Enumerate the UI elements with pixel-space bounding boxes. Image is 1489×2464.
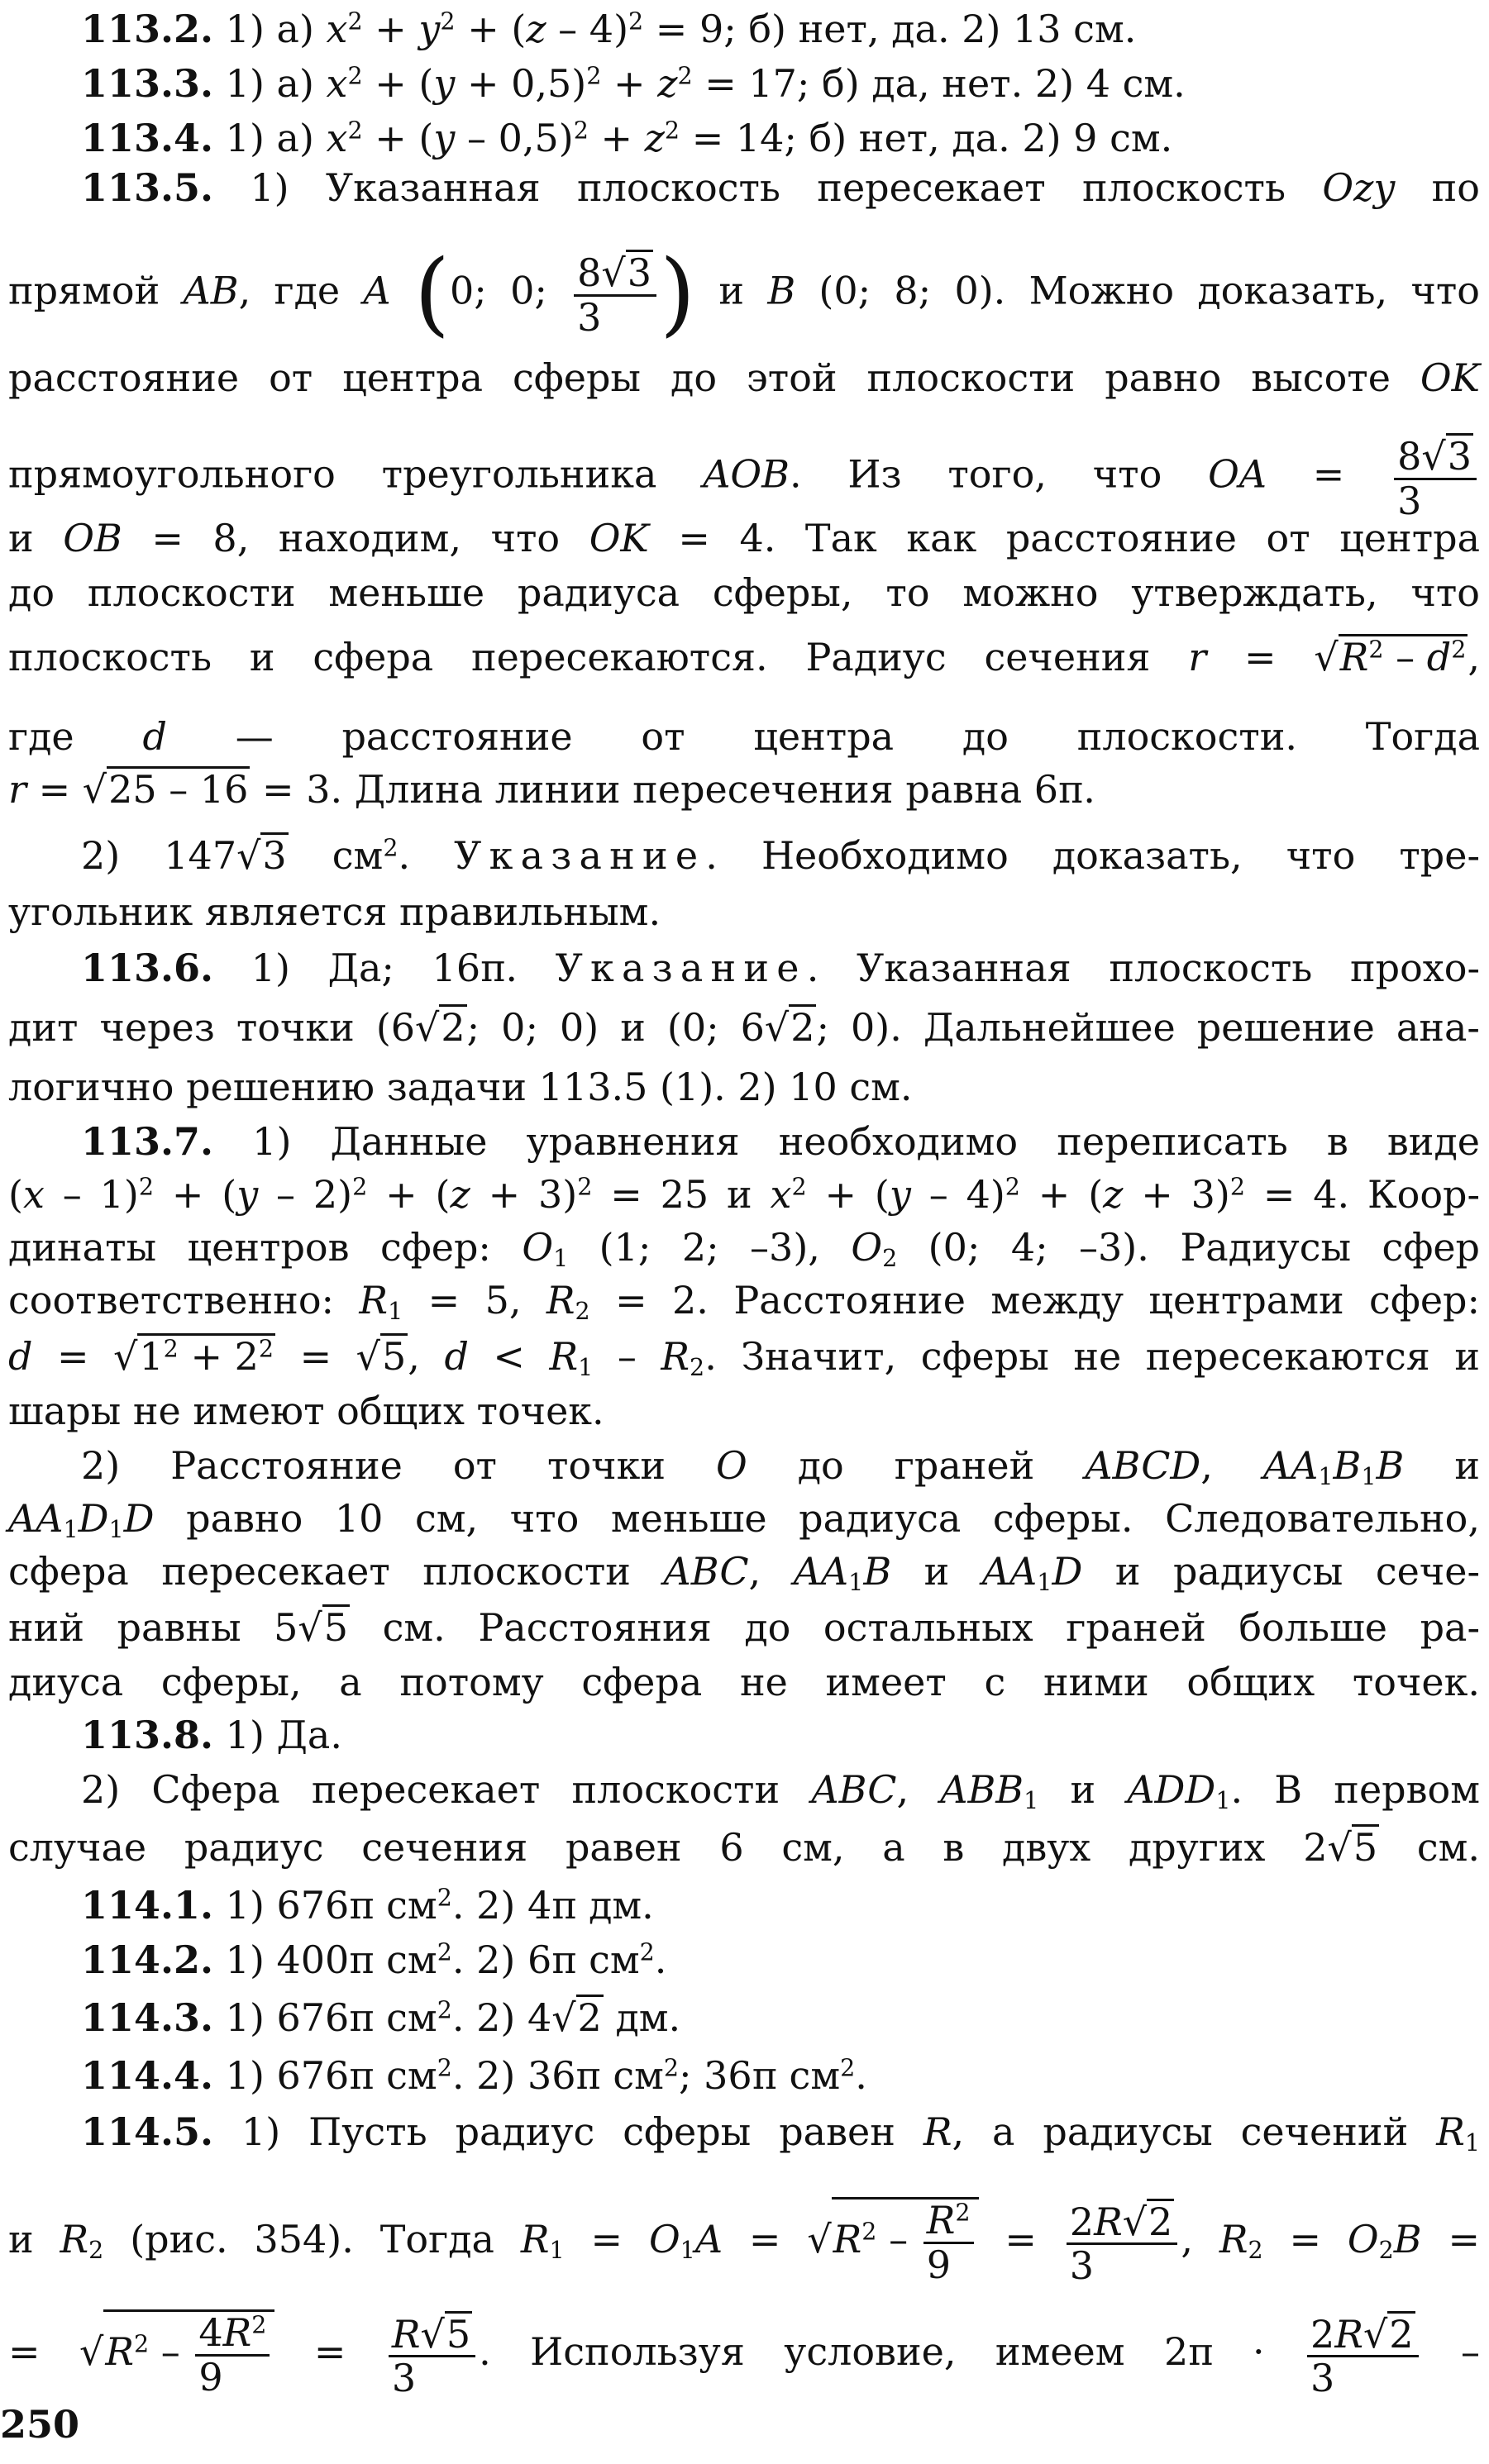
entry-number: 114.5. (81, 2109, 214, 2154)
entry-number: 113.2. (81, 7, 214, 51)
entry-number: 113.8. (81, 1713, 214, 1757)
entry-113-7-line-1: 113.7. 1) Данные уравнения необходимо переписать в виде (81, 1119, 1480, 1164)
entry-113-7-line-2: $(x - 1)^2 + (y - 2)^2 + (z + 3)^2 = 25$ и $x^2 + (y - 4)^2 + (z + 3)^2 = 4$. Коор- (8, 1172, 1481, 1217)
entry-number: 114.2. (81, 1937, 214, 1982)
entry-113-5-line-6: до плоскости меньше радиуса сферы, то можно утверждать, что (8, 570, 1480, 615)
entry-113-7-line-10: ний равны 5√5 см. Расстояния до остальных граней больше ра- (8, 1605, 1480, 1650)
fraction: $\frac{8√3}{3}$ (1394, 433, 1477, 522)
entry-number: 113.5. (81, 165, 214, 210)
entry-114-3: 114.3. 1) 676π $см^2$. 2) 4√2 дм. (81, 1995, 681, 2040)
entry-113-7-line-4: соответственно: $R_1 = 5$, $R_2 = 2$. Расстояние между центрами сфер: (8, 1278, 1480, 1326)
entry-114-5-line-1: 114.5. 1) Пусть радиус сферы равен R, а радиусы сечений $R_1$ (81, 2109, 1480, 2157)
entry-113-6-line-3: логично решению задачи 113.5 (1). 2) 10 см. (8, 1065, 913, 1109)
entry-number: 113.6. (81, 946, 214, 990)
entry-113-5-line-9: r = √25 – 16 = 3. Длина линии пересечения равна 6π. (8, 767, 1095, 812)
entry-number: 114.1. (81, 1883, 214, 1928)
entry-113-8-line-2: 2) Сфера пересекает плоскости ABC, $ABB_1$ и $ADD_1$. В первом (81, 1767, 1481, 1815)
entry-113-5-line-3: расстояние от центра сферы до этой плоскости равно высоте OK (8, 355, 1480, 400)
entry-113-8-line-1: 113.8. 1) Да. (81, 1713, 342, 1757)
entry-113-5-line-1: 113.5. 1) Указанная плоскость пересекает плоскость Ozy по (81, 165, 1480, 210)
entry-113-7-line-11: диуса сферы, а потому сфера не имеет с ними общих точек. (8, 1660, 1480, 1704)
entry-113-3: 113.3. 1) а) $x^2 + (y + 0,5)^2 + z^2 = 17$; б) да, нет. 2) 4 см. (81, 61, 1186, 106)
entry-113-5-line-2: прямой AB, где A (0; 0; $\frac{8√3}{3}$ ) и B (0; 8; 0). Можно доказать, что (8, 241, 1480, 347)
entry-113-5-line-5: и OB = 8, находим, что OK = 4. Так как расстояние от центра (8, 516, 1481, 560)
entry-113-6-line-2: дит через точки (6√2; 0; 0) и (0; 6√2; 0). Дальнейшее решение ана- (8, 1005, 1480, 1050)
entry-113-2: 113.2. 1) а) $x^2 + y^2 + (z - 4)^2 = 9$; б) нет, да. 2) 13 см. (81, 7, 1137, 51)
entry-113-4: 113.4. 1) а) $x^2 + (y - 0,5)^2 + z^2 = 14$; б) нет, да. 2) 9 см. (81, 116, 1173, 160)
entry-113-7-line-3: динаты центров сфер: $O_1$ (1; 2; –3), $O_2$ (0; 4; –3). Радиусы сфер (8, 1225, 1480, 1273)
entry-113-7-line-8: $AA_1D_1D$ равно 10 см, что меньше радиуса сферы. Следовательно, (8, 1496, 1480, 1544)
entry-113-8-line-3: случае радиус сечения равен 6 см, а в двух других 2√5 см. (8, 1825, 1480, 1870)
entry-114-1: 114.1. 1) 676π $см^2$. 2) 4π дм. (81, 1883, 654, 1928)
entry-113-7-line-7: 2) Расстояние от точки O до граней ABCD, $AA_1B_1B$ и (81, 1443, 1480, 1491)
page-number: 250 (0, 2402, 80, 2447)
entry-114-5-line-3: = $√R^2$ – $\frac{4R^2}{9}$ = $\frac{R√5}{3}$ . Используя условие, имеем 2π · $\frac{2R√2}{3}$ – (8, 2310, 1480, 2401)
entry-114-4: 114.4. 1) 676π $см^2$. 2) 36π $см^2$; 36π $см^2$. (81, 2053, 867, 2098)
entry-113-5-line-11: угольник является правильным. (8, 889, 661, 934)
entry-number: 114.3. (81, 1995, 214, 2040)
entry-114-5-line-2: и $R_2$ (рис. 354). Тогда $R_1 = O_1A = √R^2$ – $\frac{R^2}{9}$ = $\frac{2R√2}{3}$ , $R_2 = O_2B$ = (8, 2198, 1481, 2289)
entry-114-2: 114.2. 1) 400π $см^2$. 2) 6π $см^2$. (81, 1937, 667, 1982)
entry-number: 113.7. (81, 1119, 214, 1164)
entry-113-5-line-8: где d — расстояние от центра до плоскости. Тогда (8, 714, 1480, 759)
entry-113-5-line-7: плоскость и сфера пересекаются. Радиус сечения $r = √R^2 - d^2$, (8, 635, 1480, 679)
entry-113-7-line-6: шары не имеют общих точек. (8, 1389, 604, 1433)
entry-113-7-line-5: $d = √1^2 + 2^2 = √5$, $d < R_1 - R_2$. Значит, сферы не пересекаются и (8, 1334, 1480, 1382)
entry-113-5-line-10: 2) 147√3 $см^2$. Указание. Необходимо доказать, что тре- (81, 833, 1481, 878)
entry-number: 114.4. (81, 2053, 214, 2098)
entry-number: 113.4. (81, 116, 214, 160)
entry-113-7-line-9: сфера пересекает плоскости ABC, $AA_1B$ и $AA_1D$ и радиусы сече- (8, 1549, 1481, 1597)
fraction: $\frac{8√3}{3}$ (574, 250, 656, 338)
entry-113-6-line-1: 113.6. 1) Да; 16π. Указание. Указанная плоскость прохо- (81, 946, 1480, 990)
entry-113-5-line-4: прямоугольного треугольника AOB. Из того, что OA = $\frac{8√3}{3}$ (8, 433, 1480, 522)
entry-number: 113.3. (81, 61, 214, 106)
